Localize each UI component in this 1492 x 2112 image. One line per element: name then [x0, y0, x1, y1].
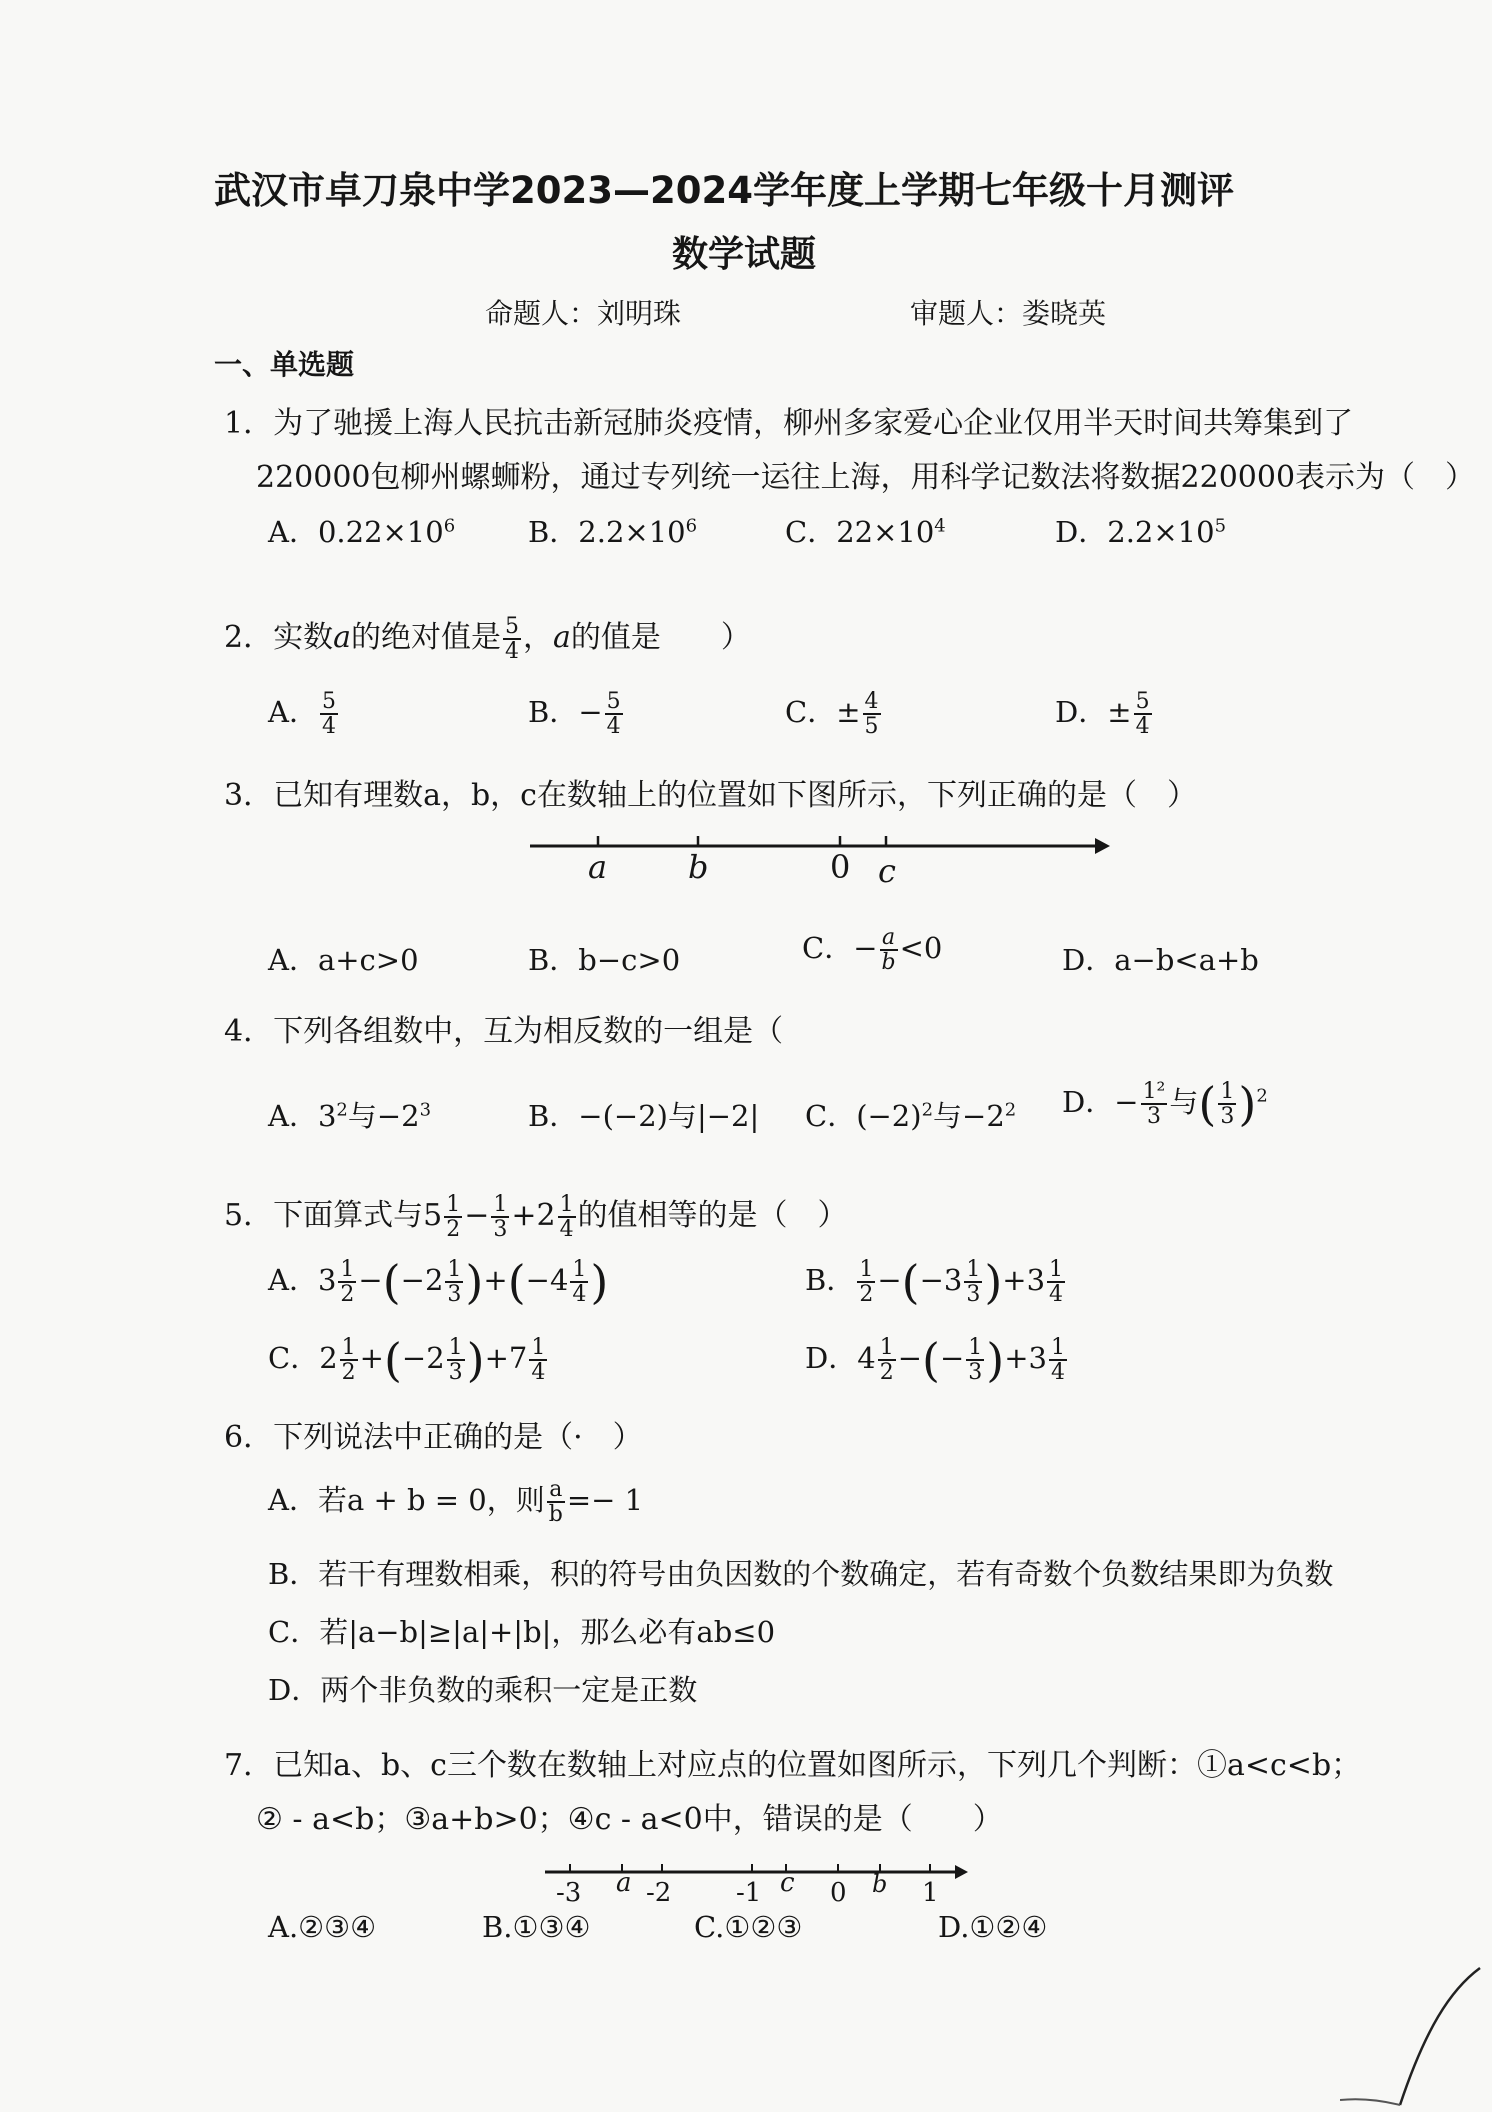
q7-label-m1: -1: [736, 1878, 762, 1908]
q1-option-b: B．$2.2\times 10^6$: [528, 515, 698, 549]
q7-option-d: D.①②④: [938, 1910, 1048, 1944]
q4-option-a: A．$3^2$与$-2^3$: [268, 1099, 432, 1133]
question-1-line-1: 1．为了驰援上海人民抗击新冠肺炎疫情，柳州多家爱心企业仅用半天时间共筹集到了: [224, 406, 1354, 441]
q2-option-a: A． $\frac{5}{4}$: [268, 689, 336, 740]
q7-label-0: 0: [830, 1878, 847, 1908]
question-4: 4．下列各组数中，互为相反数的一组是（: [224, 1014, 784, 1049]
q7-label-a: a: [616, 1868, 632, 1898]
q4-option-c: C．$(-2)^2$与$-2^2$: [805, 1099, 1017, 1133]
q4-option-b: B．−(−2)与|−2|: [528, 1099, 760, 1133]
q7-option-b: B.①③④: [482, 1910, 591, 1944]
q1-option-c: C．$22\times 10^4$: [785, 515, 946, 549]
q3-label-c: c: [878, 852, 896, 890]
q1-option-a: A．$0.22\times 10^6$: [268, 515, 456, 549]
q5-option-a: A．3 $\frac{1}{2}$ −(−2 $\frac{1}{3}$ )+(−4 $\frac{1}{4}$ ): [268, 1255, 609, 1310]
q7-label-b: b: [872, 1870, 888, 1898]
page-subtitle: 数学试题: [672, 234, 817, 275]
q5-option-b: B． $\frac{1}{2}$ −(−3 $\frac{1}{3}$ )+3 $\frac{1}{4}$: [805, 1255, 1064, 1310]
author-label: 命题人：刘明珠: [485, 297, 682, 330]
q3-option-c: C．− $\frac{a}{b}$ <0: [802, 925, 943, 976]
q2-option-c: C．± $\frac{4}{5}$: [785, 689, 879, 740]
question-7-line-2: ② - a<b；③a+b>0；④c - a<0中，错误的是（ ）: [256, 1802, 1003, 1837]
q3-label-0: 0: [830, 848, 851, 886]
q7-label-c: c: [780, 1868, 795, 1898]
q6-option-b: B．若干有理数相乘，积的符号由负因数的个数确定，若有奇数个负数结果即为负数: [268, 1557, 1334, 1591]
q7-label-m3: -3: [556, 1878, 582, 1908]
q3-label-a: a: [588, 848, 608, 886]
page-curl-mark: [1340, 1960, 1490, 2110]
q7-label-1: 1: [922, 1878, 939, 1908]
section-heading: 一、单选题: [214, 348, 355, 381]
q6-option-a: A．若a + b = 0，则 $\frac{a}{b}$ =− 1: [268, 1477, 644, 1528]
q6-option-d: D．两个非负数的乘积一定是正数: [268, 1673, 698, 1707]
q3-option-b: B．b−c>0: [528, 943, 681, 977]
q3-label-b: b: [688, 848, 709, 886]
question-3: 3．已知有理数a，b，c在数轴上的位置如下图所示，下列正确的是（ ）: [224, 778, 1197, 813]
question-5: 5．下面算式与5 $\frac{1}{2}$ − $\frac{1}{3}$ +2 $\frac{1}{4}$ 的值相等的是（ ）: [224, 1191, 848, 1242]
q6-option-c: C．若|a−b|≥|a|+|b|，那么必有ab≤0: [268, 1615, 776, 1649]
q5-option-c: C．2 $\frac{1}{2}$ +(−2 $\frac{1}{3}$ )+7 $\frac{1}{4}$: [268, 1333, 546, 1388]
question-6: 6．下列说法中正确的是（· ）: [224, 1420, 643, 1455]
q7-label-m2: -2: [646, 1878, 672, 1908]
question-2: 2．实数a的绝对值是 $\frac{5}{4}$ ，a的值是 ）: [224, 613, 751, 664]
axis-arrow: [955, 1865, 968, 1879]
q3-option-a: A．a+c>0: [268, 943, 419, 977]
q1-option-d: D．$2.2\times 10^5$: [1055, 515, 1227, 549]
q2-option-b: B．− $\frac{5}{4}$: [528, 689, 621, 740]
q5-option-d: D．4 $\frac{1}{2}$ −(− $\frac{1}{3}$ )+3 $\frac{1}{4}$: [805, 1333, 1065, 1388]
q2-option-d: D．± $\frac{5}{4}$: [1055, 689, 1150, 740]
q3-option-d: D．a−b<a+b: [1062, 943, 1259, 977]
q3-number-line: [520, 820, 1110, 900]
q4-option-d: D．− $\frac{\text{1²}}{3}$ 与( $\frac{1}{3}$ )$^2$: [1062, 1077, 1268, 1132]
question-7-line-1: 7．已知a、b、c三个数在数轴上对应点的位置如图所示，下列几个判断：①a<c<b；: [224, 1748, 1362, 1783]
q7-option-a: A.②③④: [268, 1910, 377, 1944]
q7-option-c: C.①②③: [694, 1910, 803, 1944]
reviewer-label: 审题人：娄晓英: [910, 297, 1107, 330]
page-title: 武汉市卓刀泉中学2023—2024学年度上学期七年级十月测评: [214, 169, 1234, 212]
axis-arrow: [1095, 838, 1110, 854]
question-1-line-2: 220000包柳州螺蛳粉，通过专列统一运往上海，用科学记数法将数据220000表示为（ ）: [256, 460, 1476, 495]
